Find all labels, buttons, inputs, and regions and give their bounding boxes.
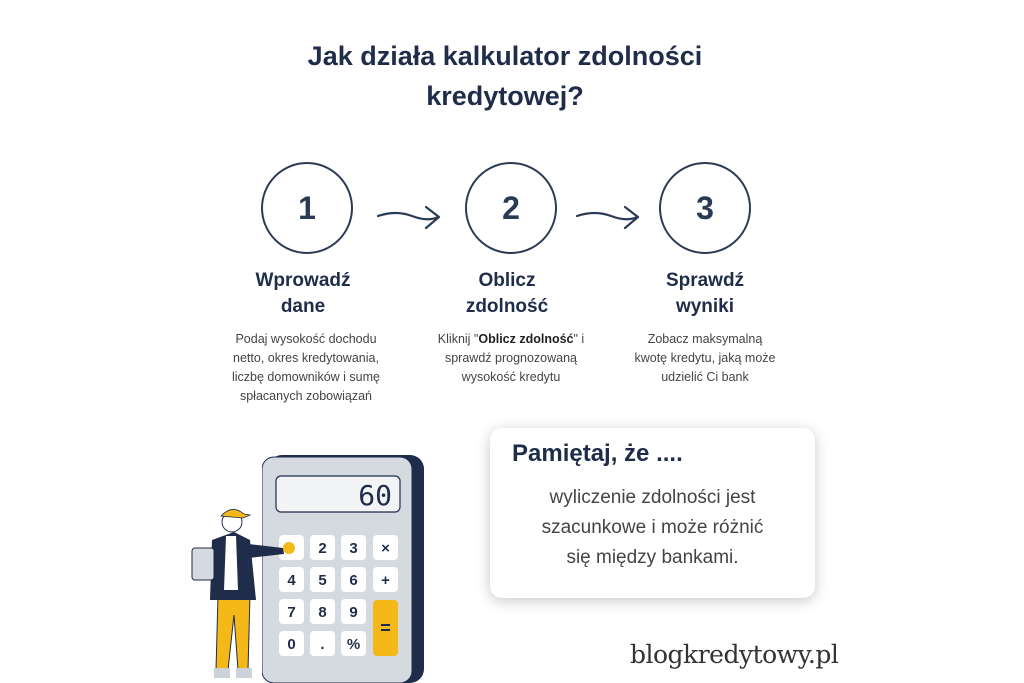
step-title-line: wyniki	[675, 296, 735, 317]
desc-line: Zobacz maksymalną	[647, 332, 763, 346]
step-number: 3	[696, 189, 714, 226]
desc-line	[411, 330, 611, 349]
calculator-key-label: 2	[318, 540, 327, 557]
brand-logo: blogkredytowy.pl	[630, 640, 839, 669]
step-2-title	[407, 268, 607, 320]
note-line: się między bankami.	[566, 547, 739, 568]
step-1-circle	[261, 162, 353, 254]
step-3-circle	[659, 162, 751, 254]
step-title-line: Sprawdź	[665, 270, 745, 291]
step-2-description	[411, 330, 611, 387]
calculator-key-label: ×	[381, 540, 390, 557]
step-3-title	[605, 268, 805, 320]
desc-line: Podaj wysokość dochodu	[235, 332, 377, 346]
note-title: Pamiętaj, że ....	[512, 440, 683, 467]
step-1-description	[206, 330, 406, 406]
desc-line: spłacanych zobowiązań	[239, 389, 373, 403]
calculator-key-label: +	[381, 572, 390, 589]
desc-line: udzielić Ci bank	[661, 370, 749, 384]
note-line: wyliczenie zdolności jest	[549, 487, 756, 508]
page-title	[200, 36, 810, 116]
step-3-description	[605, 330, 805, 387]
calculator-key-label: 5	[318, 572, 327, 589]
desc-line: netto, okres kredytowania,	[233, 351, 379, 365]
equals-key-label: =	[380, 618, 391, 638]
calculator-key-label: 9	[349, 604, 358, 621]
desc-line: wysokość kredytu	[461, 370, 561, 384]
desc-line: liczbę domowników i sumę	[232, 370, 380, 384]
calculator-key-label: %	[346, 636, 361, 653]
calculator-key-label: 4	[287, 572, 296, 589]
calculator-key-label: 6	[349, 572, 358, 589]
desc-line: sprawdź prognozowaną	[444, 351, 578, 365]
step-2-circle	[465, 162, 557, 254]
note-line: szacunkowe i może różnić	[541, 517, 764, 538]
title-line-1: Jak działa kalkulator zdolności	[307, 41, 703, 71]
step-1-title	[203, 268, 403, 320]
calculator-key-label: 0	[287, 636, 296, 653]
desc-text: " i	[573, 332, 585, 346]
calculator-key-label: .	[320, 636, 325, 653]
arrow-right-icon	[376, 202, 442, 232]
calculator-key-label: 8	[318, 604, 327, 621]
display-value: 60	[358, 479, 392, 512]
step-title-line: Oblicz	[478, 270, 536, 291]
person-illustration	[188, 500, 303, 683]
title-line-2: kredytowej?	[426, 81, 584, 111]
desc-line: kwotę kredytu, jaką może	[634, 351, 776, 365]
desc-bold-text: Oblicz zdolność	[478, 332, 574, 346]
arrow-right-icon	[575, 202, 641, 232]
step-number: 1	[298, 189, 316, 226]
step-title-line: dane	[280, 296, 326, 317]
desc-text: Kliknij "	[437, 332, 479, 346]
note-card	[490, 428, 815, 598]
step-title-line: Wprowadź	[255, 270, 351, 291]
note-body	[500, 483, 805, 573]
step-number: 2	[502, 189, 520, 226]
calculator-key-label: 3	[349, 540, 358, 557]
calculator-key-label: 7	[287, 604, 296, 621]
step-title-line: zdolność	[465, 296, 549, 317]
